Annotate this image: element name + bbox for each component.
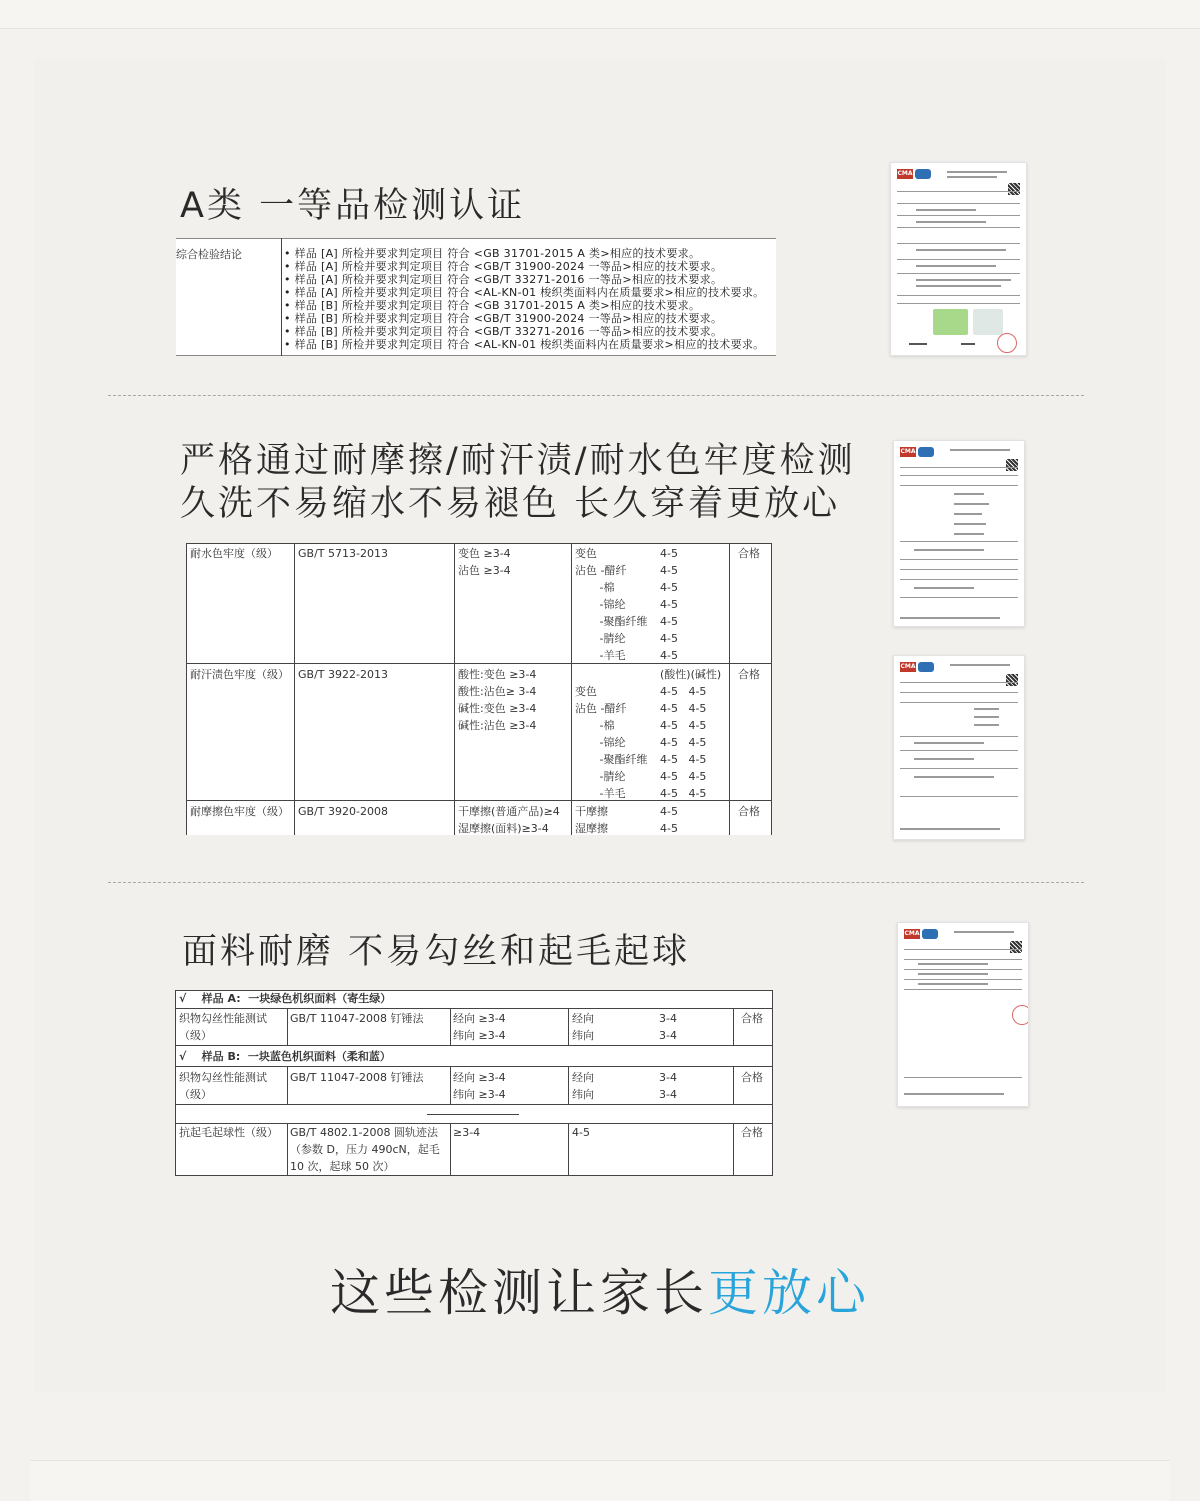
table-cell-verdict: 合格 xyxy=(738,668,760,681)
table-cell-requirement: 酸性:变色 ≥3-4 酸性:沾色≥ 3-4 碱性:变色 ≥3-4 碱性:沾色 ≥3-4 xyxy=(458,668,537,732)
lab-logo-icon xyxy=(918,447,934,457)
table-cell-item: 织物勾丝性能测试 （级） xyxy=(179,1012,267,1042)
conclusion-line: • 样品 [A] 所检并要求判定项目 符合 <GB/T 33271-2016 一等品>相应的技术要求。 xyxy=(284,273,723,286)
conclusion-table xyxy=(176,238,776,356)
table-cell-result-values: 3-4 3-4 xyxy=(659,1071,677,1101)
table-cell-requirement: 变色 ≥3-4 沾色 ≥3-4 xyxy=(458,547,511,577)
sample-b-header: √ 样品 B: 一块蓝色机织面料（柔和蓝） xyxy=(179,1050,391,1063)
table-cell-item: 耐摩擦色牢度（级） xyxy=(190,805,289,818)
table-cell-standard: GB/T 11047-2008 钉锤法 xyxy=(290,1071,424,1084)
conclusion-line: • 样品 [B] 所检并要求判定项目 符合 <AL-KN-01 梭织类面料内在质量要求>相应的技术要求。 xyxy=(284,338,765,351)
lab-logo-icon xyxy=(918,662,934,672)
table-cell-result-labels: 变色 沾色 -醋纤 -棉 -锦纶 -聚酯纤维 -腈纶 -羊毛 xyxy=(575,547,648,662)
conclusion-line: • 样品 [B] 所检并要求判定项目 符合 <GB/T 31900-2024 一等品>相应的技术要求。 xyxy=(284,312,723,325)
section1-title: A类 一等品检测认证 xyxy=(180,186,526,226)
table-cell-verdict: 合格 xyxy=(741,1071,763,1084)
table-cell-verdict: 合格 xyxy=(741,1126,763,1139)
table-cell-result-values: 3-4 3-4 xyxy=(659,1012,677,1042)
report-header xyxy=(897,169,1020,185)
table-cell-result: 4-5 xyxy=(572,1126,590,1139)
abrasion-table xyxy=(175,990,773,1176)
bottom-strip xyxy=(30,1460,1170,1501)
table-cell-result-header: (酸性)(碱性) xyxy=(660,668,722,681)
lab-logo-icon xyxy=(915,169,931,179)
table-cell-verdict: 合格 xyxy=(738,547,760,560)
sample-a-header: √ 样品 A: 一块绿色机织面料（寄生绿） xyxy=(179,992,392,1005)
section-divider xyxy=(108,395,1084,396)
table-cell-result-labels: 干摩擦 湿摩擦 xyxy=(575,805,608,835)
qr-code-icon xyxy=(1006,459,1018,471)
table-cell-result-values: 4-5 4-5 xyxy=(660,805,678,835)
conclusion-line: • 样品 [B] 所检并要求判定项目 符合 <GB 31701-2015 A 类>相应的技术要求。 xyxy=(284,299,701,312)
table-cell-standard: GB/T 11047-2008 钉锤法 xyxy=(290,1012,424,1025)
qr-code-icon xyxy=(1008,183,1020,195)
top-strip xyxy=(0,0,1200,29)
section-divider xyxy=(108,882,1084,883)
seal-stamp-icon xyxy=(997,333,1017,353)
table-cell-requirement: 经向 ≥3-4 纬向 ≥3-4 xyxy=(453,1012,506,1042)
table-cell-item: 抗起毛起球性（级） xyxy=(179,1126,278,1139)
table-cell-result-labels: 经向 纬向 xyxy=(572,1012,594,1042)
colorfastness-table xyxy=(186,543,772,835)
report-thumbnail-4 xyxy=(897,922,1029,1107)
cma-logo-icon: CMA xyxy=(900,663,916,670)
report-thumbnail-1 xyxy=(890,162,1027,356)
section2-title-line2: 久洗不易缩水不易褪色 长久穿着更放心 xyxy=(180,484,841,524)
report-thumbnail-3 xyxy=(893,655,1025,840)
table-cell-standard: GB/T 3920-2008 xyxy=(298,805,388,818)
report-thumbnail-2 xyxy=(893,440,1025,627)
table-cell-result-values: 4-5 4-5 4-5 4-5 4-5 4-5 4-5 4-5 4-5 4-5 4-5 4-5 4-5 4-5 xyxy=(660,685,707,800)
conclusion-line: • 样品 [A] 所检并要求判定项目 符合 <GB/T 31900-2024 一等品>相应的技术要求。 xyxy=(284,260,723,273)
table-cell-result-labels: 经向 纬向 xyxy=(572,1071,594,1101)
closing-statement-main: 这些检测让家长 xyxy=(330,1264,708,1322)
table-cell-item: 织物勾丝性能测试 （级） xyxy=(179,1071,267,1101)
conclusion-line: • 样品 [A] 所检并要求判定项目 符合 <GB 31701-2015 A 类>相应的技术要求。 xyxy=(284,247,701,260)
conclusion-label: 综合检验结论 xyxy=(176,248,242,261)
table-cell-standard: GB/T 5713-2013 xyxy=(298,547,388,560)
closing-statement-highlight: 更放心 xyxy=(708,1264,870,1322)
qr-code-icon xyxy=(1006,674,1018,686)
table-cell-requirement: 经向 ≥3-4 纬向 ≥3-4 xyxy=(453,1071,506,1101)
table-cell-requirement: 干摩擦(普通产品)≥4 湿摩擦(面料)≥3-4 xyxy=(458,805,560,835)
table-cell-verdict: 合格 xyxy=(741,1012,763,1025)
cma-logo-icon: CMA xyxy=(900,448,916,455)
conclusion-line: • 样品 [B] 所检并要求判定项目 符合 <GB/T 33271-2016 一等品>相应的技术要求。 xyxy=(284,325,723,338)
table-cell-item: 耐汗渍色牢度（级） xyxy=(190,668,289,681)
fabric-swatch-green xyxy=(933,309,968,335)
seal-stamp-icon xyxy=(1012,1005,1029,1025)
table-cell-verdict: 合格 xyxy=(738,805,760,818)
cma-logo-icon: CMA xyxy=(897,170,913,177)
fabric-swatch-white xyxy=(973,309,1003,335)
table-cell-item: 耐水色牢度（级） xyxy=(190,547,278,560)
section2-title-line1: 严格通过耐摩擦/耐汗渍/耐水色牢度检测 xyxy=(180,441,856,481)
table-cell-standard: GB/T 4802.1-2008 圆轨迹法 （参数 D，压力 490cN，起毛 10 次，起球 50 次） xyxy=(290,1126,440,1173)
closing-statement xyxy=(0,1253,1200,1325)
qr-code-icon xyxy=(1010,941,1022,953)
lab-logo-icon xyxy=(922,929,938,939)
table-cell-standard: GB/T 3922-2013 xyxy=(298,668,388,681)
section3-title: 面料耐磨 不易勾丝和起毛起球 xyxy=(182,932,691,972)
conclusion-line: • 样品 [A] 所检并要求判定项目 符合 <AL-KN-01 梭织类面料内在质量要求>相应的技术要求。 xyxy=(284,286,765,299)
cma-logo-icon: CMA xyxy=(904,930,920,937)
table-cell-requirement: ≥3-4 xyxy=(453,1126,481,1139)
table-cell-result-labels: 变色 沾色 -醋纤 -棉 -锦纶 -聚酯纤维 -腈纶 -羊毛 xyxy=(575,685,648,800)
table-cell-result-values: 4-5 4-5 4-5 4-5 4-5 4-5 4-5 xyxy=(660,547,678,662)
